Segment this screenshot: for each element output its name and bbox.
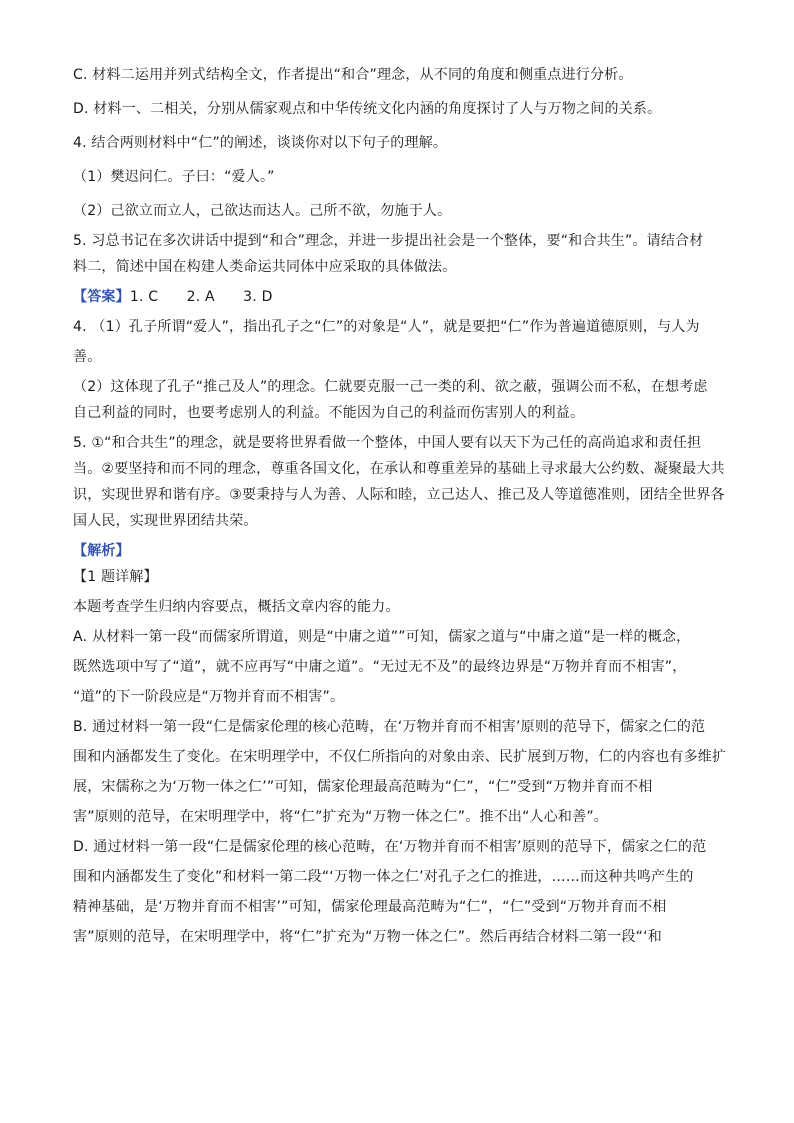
answer-4-2-line-2: 自己利益的同时，也要考虑别人的利益。不能因为自己的利益而伤害别人的利益。 [73, 405, 585, 421]
detail-d-line-4: 害”原则的范导，在宋明理学中，将“仁”扩充为“万物一体之仁”。然后再结合材料二第一段“‘和 [73, 929, 662, 945]
answer-5-line-1: 5. ①“和合共生”的理念，就是要将世界看做一个整体，中国人要有以天下为己任的高尚追求和责任担 [73, 435, 702, 451]
answer-line [73, 284, 723, 310]
detail-b-line-4: 害”原则的范导，在宋明理学中，将“仁”扩充为“万物一体之仁”。推不出“人心和善”。 [73, 809, 608, 825]
analysis-tag: 【解析】 [73, 543, 130, 559]
detail-d-line-1: D. 通过材料一第一段“仁是儒家伦理的核心范畴，在‘万物并育而不相害’原则的范导下，儒家之仁的范 [73, 839, 707, 855]
answer-choices: 1. C 2. A 3. D [129, 289, 273, 305]
option-d: D. 材料一、二相关，分别从儒家观点和中华传统文化内涵的角度探讨了人与万物之间的关系。 [73, 101, 662, 117]
question-4-item-2: （2）己欲立而立人，己欲达而达人。己所不欲，勿施于人。 [73, 203, 452, 219]
detail-a-line-2: 既然选项中写了“道”，就不应再写“中庸之道”。“无过无不及”的最终边界是“万物并育而不相害”， [73, 659, 687, 675]
detail-1-intro: 本题考查学生归纳内容要点，概括文章内容的能力。 [73, 599, 400, 615]
detail-d-line-3: 精神基础，是‘万物并育而不相害’”可知，儒家伦理最高范畴为“仁”，“仁”受到“万物并育而不相 [73, 899, 667, 915]
answer-4-1-line-2: 善。 [73, 349, 102, 365]
answer-4-1-line-1: 4. （1）孔子所谓“爱人”，指出孔子之“仁”的对象是“人”，就是要把“仁”作为普遍道德原则，与人为 [73, 319, 700, 335]
question-5-line-1: 5. 习总书记在多次讲话中提到“和合”理念，并进一步提出社会是一个整体，要“和合共生”。请结合材 [73, 233, 704, 249]
detail-d-line-2: 围和内涵都发生了变化”和材料一第二段“‘万物一体之仁’对孔子之仁的推进，……而这种共鸣产生的 [73, 869, 694, 885]
answer-5-line-4: 国人民，实现世界团结共荣。 [73, 513, 258, 529]
detail-b-line-3: 展，宋儒称之为‘万物一体之仁’”可知，儒家伦理最高范畴为“仁”，“仁”受到“万物并育而不相 [73, 779, 653, 795]
question-4-item-1: （1）樊迟问仁。子曰：“爱人。” [73, 169, 275, 185]
detail-1-heading: 【1 题详解】 [73, 569, 158, 585]
question-5-line-2: 料二，简述中国在构建人类命运共同体中应采取的具体做法。 [73, 259, 457, 275]
detail-a-line-3: “道”的下一阶段应是“万物并育而不相害”。 [73, 689, 345, 705]
question-4: 4. 结合两则材料中“仁”的阐述，谈谈你对以下句子的理解。 [73, 135, 448, 151]
answer-4-2-line-1: （2）这体现了孔子“推己及人”的理念。仁就要克服一己一类的利、欲之蔽，强调公而不私，在想考虑 [73, 379, 708, 395]
option-c: C. 材料二运用并列式结构全文，作者提出“和合”理念，从不同的角度和侧重点进行分析。 [73, 67, 633, 83]
detail-b-line-1: B. 通过材料一第一段“仁是儒家伦理的核心范畴，在‘万物并育而不相害’原则的范导下，儒家之仁的范 [73, 719, 706, 735]
answer-5-line-3: 识，实现世界和谐有序。③要秉持与人为善、人际和睦，立己达人、推己及人等道德准则，团结全世界各 [73, 487, 725, 503]
detail-b-line-2: 围和内涵都发生了变化。在宋明理学中，不仅仁所指向的对象由亲、民扩展到万物，仁的内容也有多维扩 [73, 749, 727, 765]
answer-tag: 【答案】 [73, 289, 130, 305]
detail-a-line-1: A. 从材料一第一段“而儒家所谓道，则是“中庸之道””可知，儒家之道与“中庸之道”是一样的概念， [73, 629, 691, 645]
answer-5-line-2: 当。②要坚持和而不同的理念，尊重各国文化，在承认和尊重差异的基础上寻求最大公约数、凝聚最大共 [73, 461, 725, 477]
document-page [73, 62, 727, 950]
